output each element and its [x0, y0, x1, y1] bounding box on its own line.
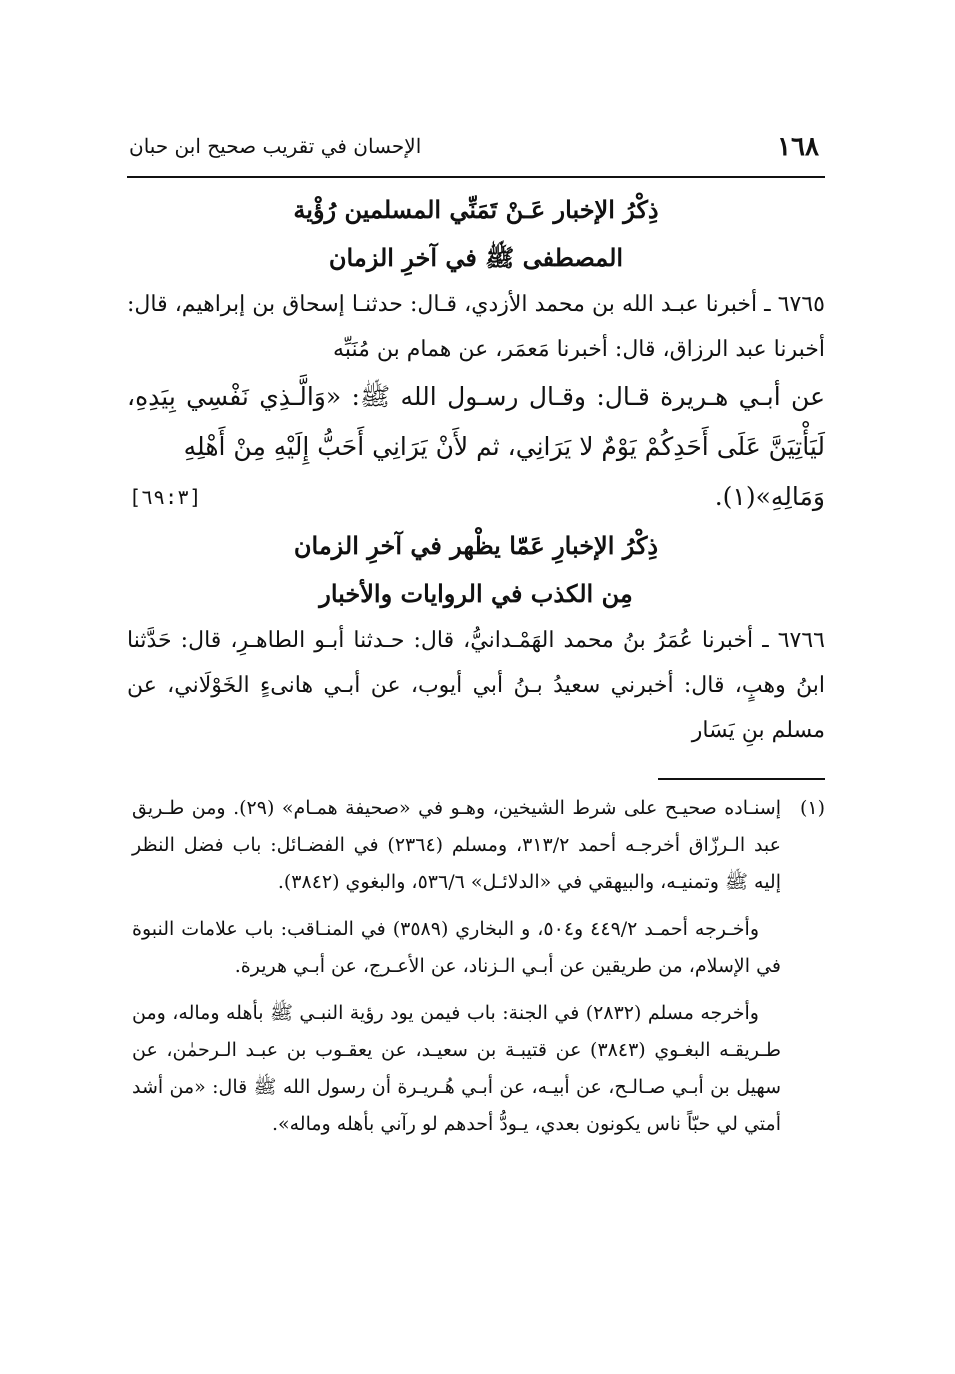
- hadith-6765-matn-end: وَمَالِهِ»(١).: [714, 482, 825, 511]
- section-heading-2: [127, 522, 825, 618]
- hadith-6765-end: [127, 472, 825, 522]
- book-title: الإحسان في تقريب صحيح ابن حبان: [129, 134, 422, 158]
- page-number: ١٦٨: [777, 132, 819, 162]
- footnote-paragraph-1: إسنـاده صحيـح على شرط الشيخين، وهـو في «صحيفة همـام» (٢٩). ومن طـريق عبد الـرزّاق أخرجـه أحمد ٣١٣/٢، ومسلم (٢٣٦٤) في الفضـائل: باب فضل النظر إليه ﷺ وتمنيـه، والبيهقي في «الدلائـل» ٥٣٦/٦، والبغوي (٣٨٤٢).: [132, 797, 781, 893]
- section-heading-1-line2: المصطفى ﷺ في آخرِ الزمان: [328, 243, 624, 272]
- main-text: [127, 186, 825, 753]
- running-header: [127, 128, 825, 174]
- footnote-1-cont-3: [132, 995, 825, 1143]
- section-heading-1-line1: ذِكْرُ الإخبار عَـنْ تَمَنِّي المسلمين رُؤْية: [293, 195, 659, 224]
- footnote-1: [132, 790, 825, 901]
- footnote-1-cont-2: [132, 911, 825, 985]
- section-heading-2-line2: مِن الكذب في الروايات والأخبار: [319, 579, 633, 608]
- section-heading-2-line1: ذِكْرُ الإخبارِ عَمّا يظْهر في آخرِ الزمان: [293, 531, 659, 560]
- footnote-rule: [658, 778, 825, 780]
- section-heading-1: [127, 186, 825, 282]
- header-rule: [127, 176, 825, 178]
- footnotes: [132, 790, 825, 1153]
- footnote-paragraph-2: وأخـرجه أحمـد ٤٤٩/٢ و٥٠٤، و البخاري (٣٥٨٩) في المنـاقب: باب علامات النبوة في الإسلام، من طريقين عن أبـي الـزناد، عن الأعـرج، عن أبـي هريرة.: [132, 918, 781, 977]
- hadith-reference: [٦٩:٣]: [129, 485, 202, 509]
- hadith-6766-isnad: ٦٧٦٦ ـ أخبرنا عُمَرُ بنُ محمد الهَمْـدانيُّ، قال: حـدثنا أبـو الطاهـرِ، قال: حَدَّثنا ابنُ وهبٍ، قال: أخبرني سعيدُ بـنُ أبي أيوب، عن أبـي هانىءٍ الخَوْلَاني، عن مسلم بنِ يَسَار: [127, 628, 825, 743]
- footnote-number: (١): [799, 797, 825, 819]
- hadith-6765-isnad: ٦٧٦٥ ـ أخبرنا عبـد الله بن محمد الأزدي، قـال: حدثنـا إسحاق بن إبراهيم، قال: أخبرنا عبد الرزاق، قال: أخبرنا مَعمَر، عن همام بن مُنَبِّه: [127, 292, 825, 362]
- footnote-paragraph-3: وأخرجه مسلم (٢٨٣٢) في الجنة: باب فيمن يود رؤية النبـي ﷺ بأهله وماله، ومن طـريقـه البغـوي (٣٨٤٣) عن قتيبـة بن سعيـد، عن يعقـوب بن عبـد الـرحمٰن، عن سهيل بن أبـي صـالـح، عن أبيـه، عن أبـي هُـريـرة أن رسول الله ﷺ قال: «من أشد أمتي لي حبّاً ناس يكونون بعدي، يـودُّ أحدهم لو رآني بأهله وماله».: [132, 1002, 781, 1135]
- hadith-6765-matn: عن أبـي هـريرة قـال: وقـال رسـول الله ﷺ: «وَالَّـذِي نَفْسِي بِيَدِهِ، لَيَأْتِيَنَّ عَلَى أَحَدِكُمْ يَوْمٌ لا يَرَانِي، ثم لأَنْ يَرَانِي أَحَبُّ إِلَيْهِ مِنْ أَهْلِهِ: [127, 382, 825, 461]
